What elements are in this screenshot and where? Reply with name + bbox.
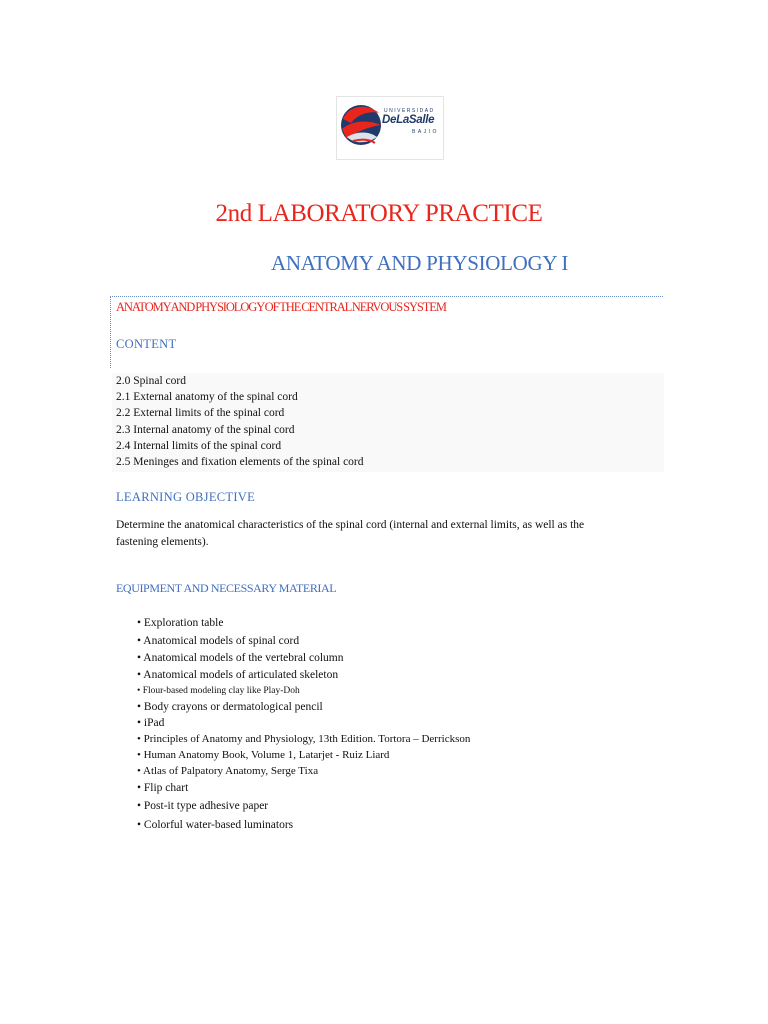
list-item: • Flour-based modeling clay like Play-Doh — [137, 686, 300, 696]
list-item: • Flip chart — [137, 782, 189, 794]
list-item: • Exploration table — [137, 617, 224, 629]
dotted-divider — [110, 296, 663, 297]
dotted-divider-left — [110, 296, 111, 368]
logo-bottom-text: BAJIO — [412, 129, 439, 135]
content-item: 2.3 Internal anatomy of the spinal cord — [116, 423, 295, 436]
content-heading: CONTENT — [116, 337, 177, 351]
list-item: • Anatomical models of spinal cord — [137, 634, 300, 647]
list-item: • Body crayons or dermatological pencil — [137, 701, 323, 713]
equipment-list — [137, 615, 470, 834]
list-item: • Post-it type adhesive paper — [137, 800, 269, 812]
page-title: 2nd LABORATORY PRACTICE — [215, 200, 543, 227]
list-item: • Anatomical models of articulated skeleton — [137, 668, 339, 681]
list-item: • Principles of Anatomy and Physiology, 13th Edition. Tortora – Derrickson — [137, 733, 471, 745]
content-item: 2.1 External anatomy of the spinal cord — [116, 391, 298, 404]
content-list — [116, 373, 364, 470]
content-item: 2.0 Spinal cord — [116, 375, 186, 387]
logo-emblem-icon — [337, 97, 443, 159]
logo-top-text: UNIVERSIDAD — [384, 108, 435, 114]
content-item: 2.5 Meninges and fixation elements of the spinal cord — [116, 456, 364, 469]
section-heading: ANATOMY AND PHYSIOLOGY OF THE CENTRAL NERVOUS SYSTEM — [116, 300, 446, 314]
learning-objective-text: Determine the anatomical characteristics of the spinal cord (internal and external limits, as well as the fastening elements). — [116, 519, 585, 548]
list-item: • Colorful water-based luminators — [137, 818, 294, 831]
equipment-heading: EQUIPMENT AND NECESSARY MATERIAL — [116, 581, 337, 595]
list-item: • Atlas of Palpatory Anatomy, Serge Tixa — [137, 765, 319, 777]
list-item: • Anatomical models of the vertebral column — [137, 651, 344, 664]
content-item: 2.4 Internal limits of the spinal cord — [116, 439, 282, 452]
page-subtitle: ANATOMY AND PHYSIOLOGY I — [271, 251, 569, 275]
logo-name-text: DeLaSalle — [382, 114, 435, 126]
university-logo — [336, 96, 444, 160]
list-item: • iPad — [137, 717, 165, 729]
list-item: • Human Anatomy Book, Volume 1, Latarjet - Ruiz Liard — [137, 748, 390, 761]
learning-objective-heading: LEARNING OBJECTIVE — [116, 490, 256, 504]
content-item: 2.2 External limits of the spinal cord — [116, 407, 285, 420]
